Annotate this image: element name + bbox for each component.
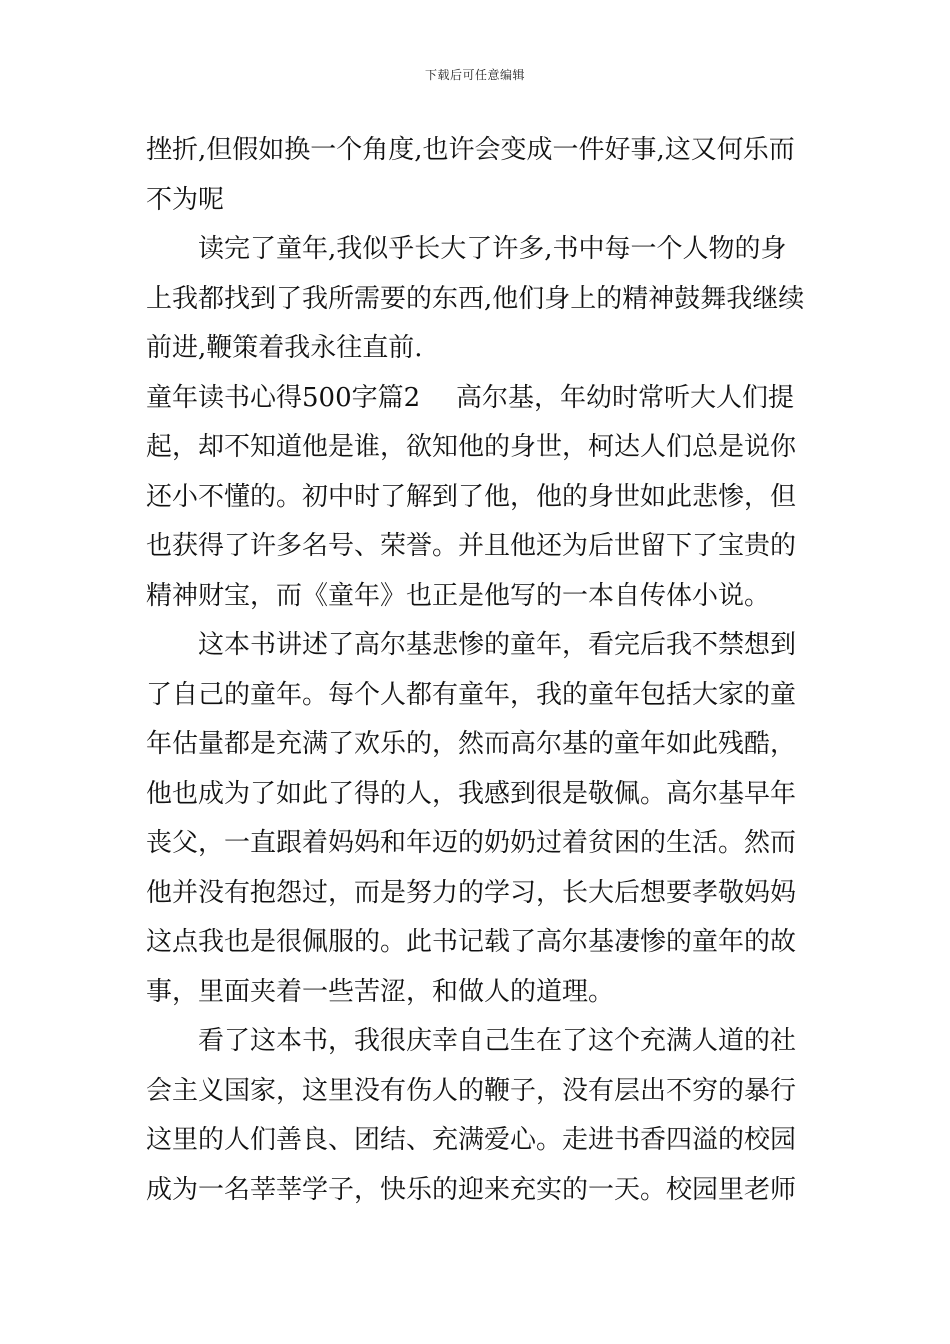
text-line: 还小不懂的。初中时了解到了他，他的身世如此悲惨，但 <box>146 481 797 512</box>
text-line: 挫折,但假如换一个角度,也许会变成一件好事,这又何乐而 <box>146 135 795 165</box>
text-line: 不为呢 <box>146 184 225 215</box>
text-line: 前进,鞭策着我永往直前. <box>146 333 423 363</box>
text-line: 精神财宝，而《童年》也正是他写的一本自传体小说。 <box>146 580 771 611</box>
text-line: 他也成为了如此了得的人，我感到很是敬佩。高尔基早年 <box>146 778 797 809</box>
text-line: 这本书讲述了高尔基悲惨的童年，看完后我不禁想到 <box>198 630 797 660</box>
text-line: 上我都找到了我所需要的东西,他们身上的精神鼓舞我继续 <box>146 283 805 314</box>
text-line: 了自己的童年。每个人都有童年，我的童年包括大家的童 <box>146 679 797 710</box>
text-line: 会主义国家，这里没有伤人的鞭子，没有层出不穷的暴行 <box>146 1075 797 1106</box>
text-line: 这点我也是很佩服的。此书记载了高尔基凄惨的童年的故 <box>146 927 797 957</box>
page-header: 下载后可任意编辑 <box>424 68 525 82</box>
section-title: 童年读书心得500字篇2 <box>146 382 421 413</box>
text-line: 也获得了许多名号、荣誉。并且他还为后世留下了宝贵的 <box>146 531 797 561</box>
section-heading-line <box>146 374 808 424</box>
text-line: 他并没有抱怨过，而是努力的学习，长大后想要孝敬妈妈 <box>146 877 797 908</box>
text-line: 丧父，一直跟着妈妈和年迈的奶奶过着贫困的生活。然而 <box>146 828 797 858</box>
text-line: 读完了童年,我似乎长大了许多,书中每一个人物的身 <box>198 234 787 264</box>
text-line: 事，里面夹着一些苦涩，和做人的道理。 <box>146 976 615 1007</box>
text-line: 看了这本书，我很庆幸自己生在了这个充满人道的社 <box>198 1026 797 1056</box>
document-body <box>146 126 808 1215</box>
text-line: 这里的人们善良、团结、充满爱心。走进书香四溢的校园 <box>146 1125 797 1155</box>
text-line: 起，却不知道他是谁，欲知他的身世，柯达人们总是说你 <box>146 432 797 462</box>
section-first-line: 高尔基，年幼时常听大人们提 <box>456 382 795 413</box>
text-line: 成为一名莘莘学子，快乐的迎来充实的一天。校园里老师 <box>146 1174 797 1205</box>
text-line: 年估量都是充满了欢乐的，然而高尔基的童年如此残酷， <box>146 729 797 759</box>
